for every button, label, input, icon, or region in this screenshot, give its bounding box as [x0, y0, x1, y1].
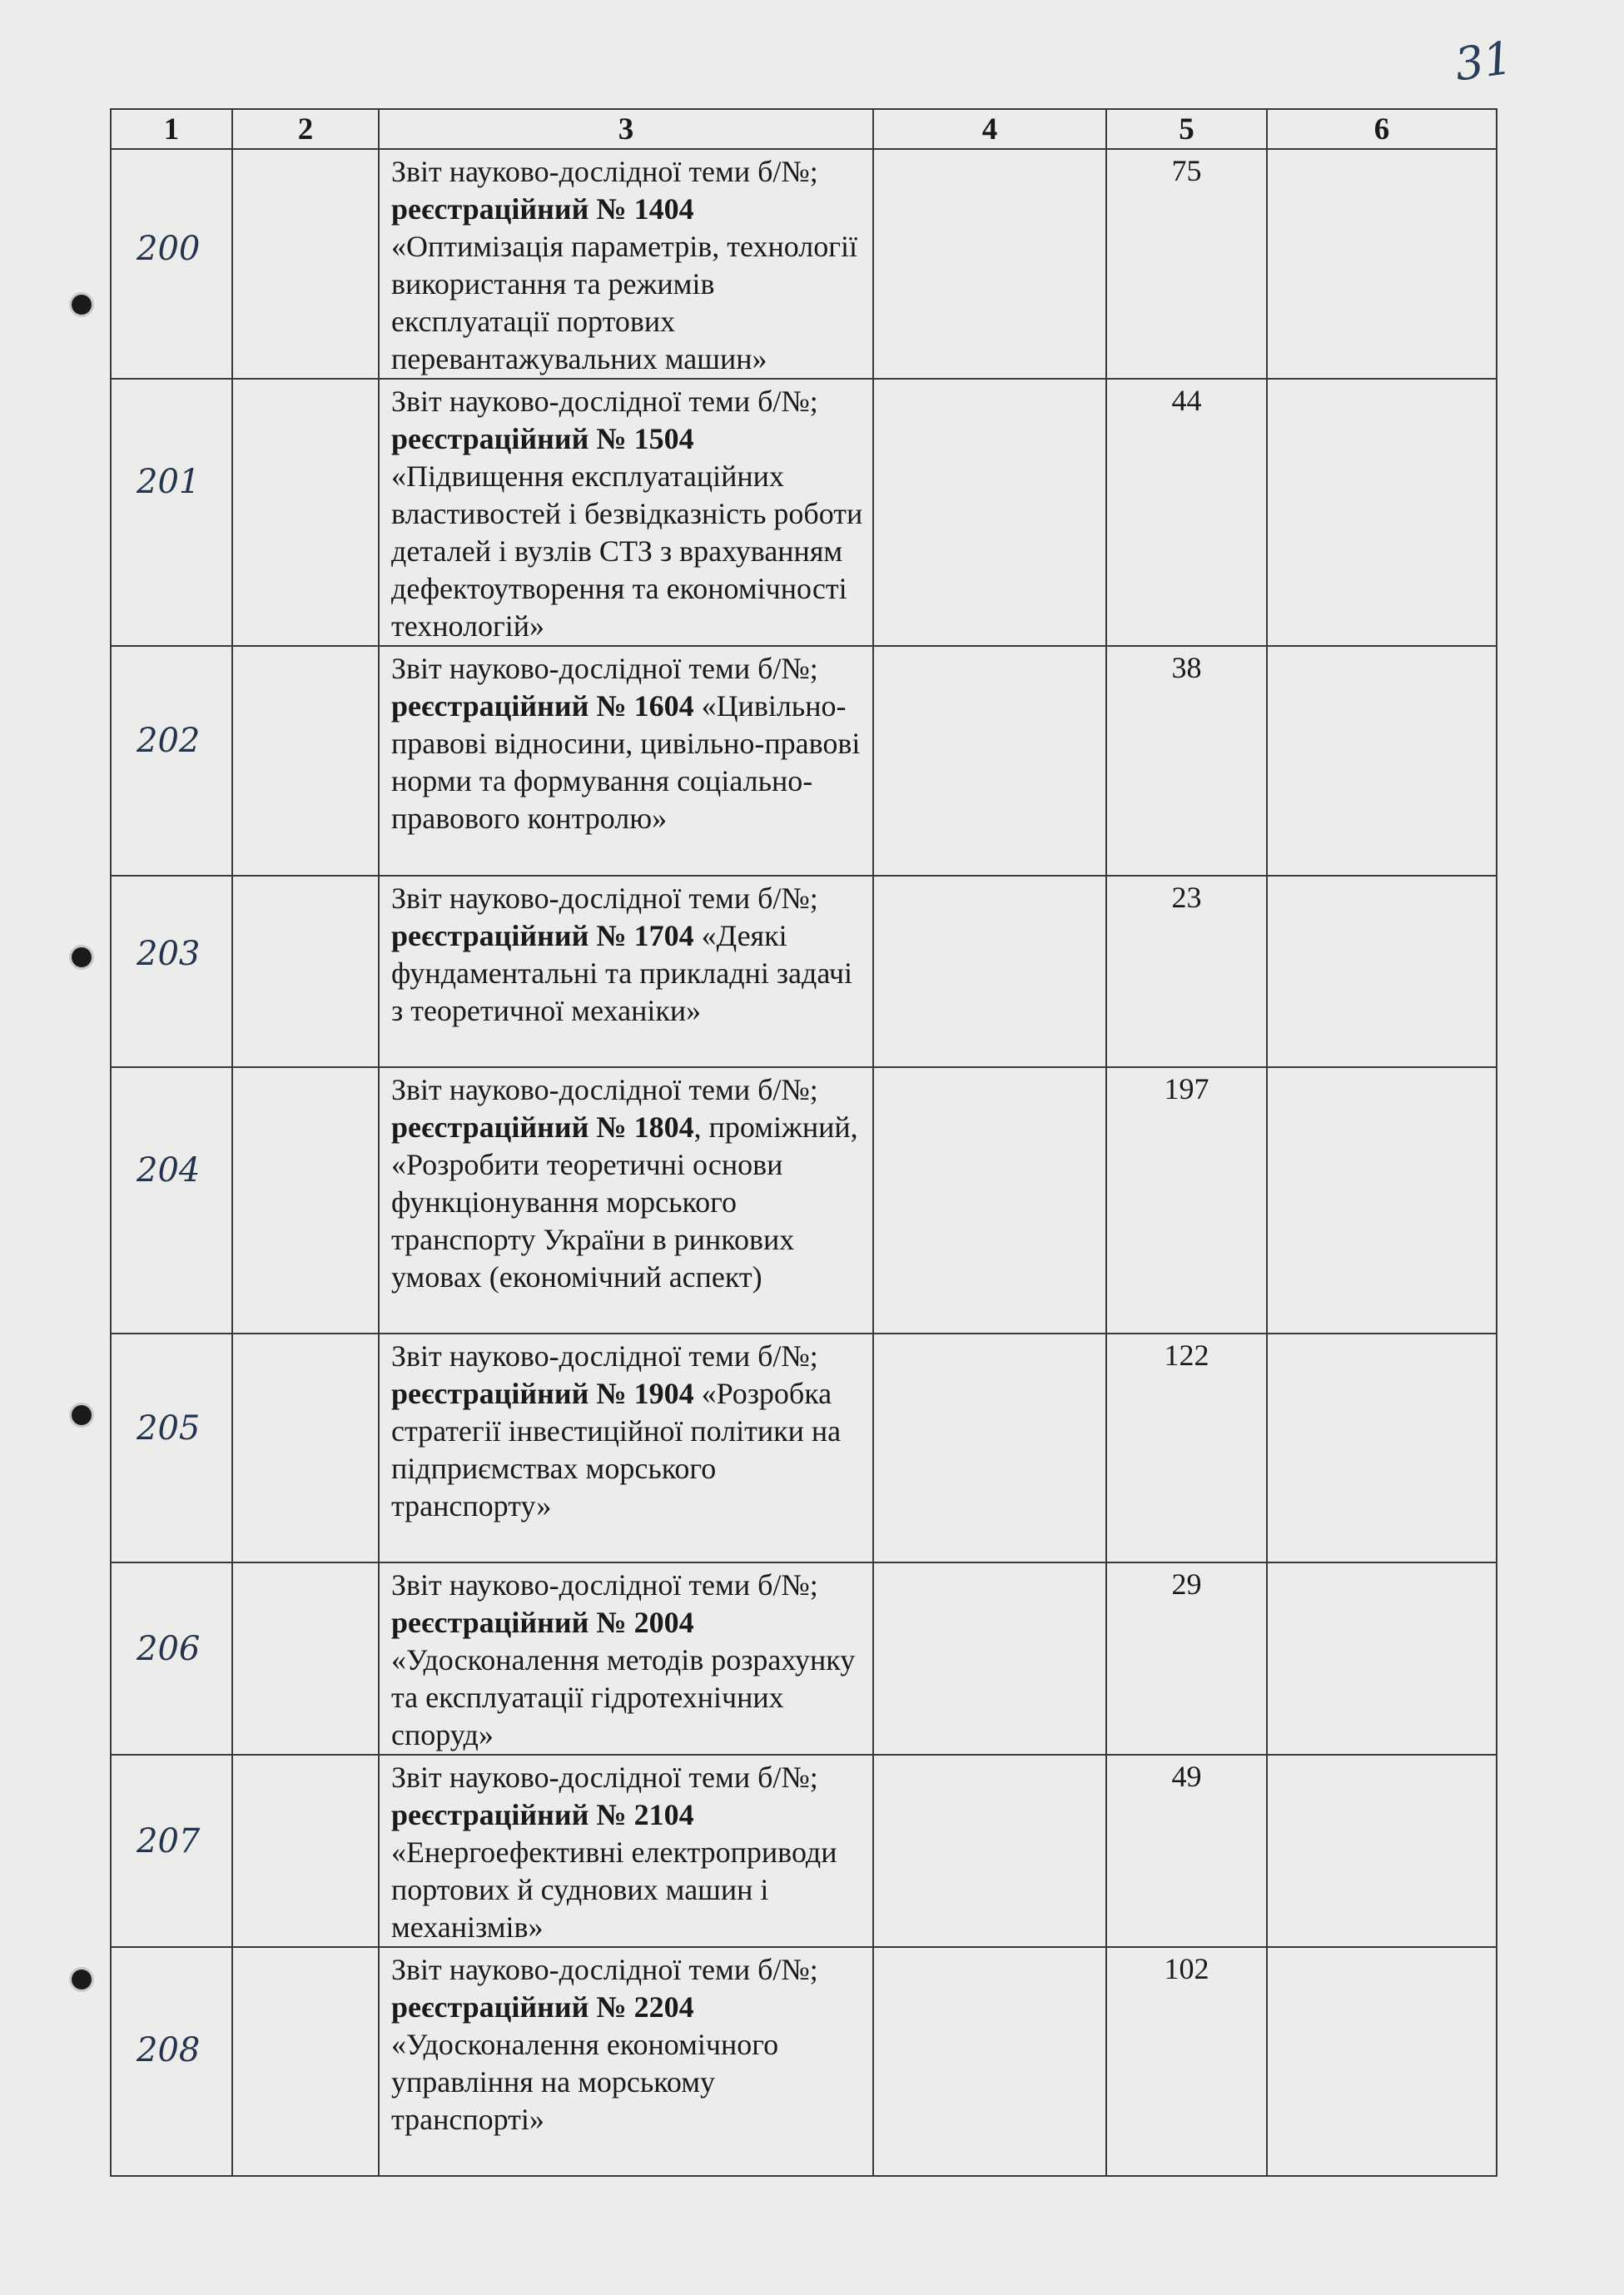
pages-cell: 23 [1106, 876, 1267, 1067]
sequence-number: 202 [137, 722, 201, 760]
sequence-number: 200 [137, 230, 201, 268]
column-header: 1 [111, 109, 232, 149]
title-cell: Звіт науково-дослідної теми б/№; реєстраційний № 1804, проміжний, «Розробити теоретичні основи функціонування морського транспорту України в ринкових умовах (економічний аспект) [379, 1067, 873, 1334]
pages-cell: 49 [1106, 1755, 1267, 1947]
column-header: 5 [1106, 109, 1267, 149]
pages-cell: 38 [1106, 646, 1267, 876]
punch-hole [72, 947, 92, 967]
table-row [111, 1562, 1497, 1755]
header-row [111, 109, 1497, 149]
sequence-number: 203 [137, 935, 201, 973]
sequence-number: 205 [137, 1409, 201, 1448]
table-row [111, 379, 1497, 646]
table-row [111, 1947, 1497, 2176]
inventory-table [110, 108, 1497, 2177]
punch-hole [72, 1405, 92, 1425]
table-row [111, 1755, 1497, 1947]
page-number: 31 [1451, 31, 1516, 92]
table-row [111, 1067, 1497, 1334]
table-row [111, 646, 1497, 876]
title-cell: Звіт науково-дослідної теми б/№; реєстраційний № 2204 «Удосконалення економічного управління на морському транспорті» [379, 1947, 873, 2176]
table-row [111, 149, 1497, 379]
column-header: 4 [873, 109, 1106, 149]
sequence-number: 207 [137, 1822, 201, 1860]
pages-cell: 29 [1106, 1562, 1267, 1755]
sequence-number: 201 [137, 463, 201, 501]
title-cell: Звіт науково-дослідної теми б/№; реєстраційний № 1504 «Підвищення експлуатаційних властивостей і безвідказність роботи деталей і вузлів СТЗ з врахуванням дефектоутворення та економічності технологій» [379, 379, 873, 646]
pages-cell: 197 [1106, 1067, 1267, 1334]
pages-cell: 75 [1106, 149, 1267, 379]
pages-cell: 102 [1106, 1947, 1267, 2176]
sequence-number: 206 [137, 1630, 201, 1668]
sequence-number: 204 [137, 1151, 201, 1190]
column-header: 6 [1267, 109, 1497, 149]
table-row [111, 876, 1497, 1067]
pages-cell: 44 [1106, 379, 1267, 646]
title-cell: Звіт науково-дослідної теми б/№; реєстраційний № 2104 «Енергоефективні електроприводи портових й суднових машин і механізмів» [379, 1755, 873, 1947]
table-row [111, 1334, 1497, 1562]
punch-hole [72, 295, 92, 315]
title-cell: Звіт науково-дослідної теми б/№; реєстраційний № 1404 «Оптимізація параметрів, технології використання та режимів експлуатації портових перевантажувальних машин» [379, 149, 873, 379]
punch-hole [72, 1970, 92, 1989]
title-cell: Звіт науково-дослідної теми б/№; реєстраційний № 1604 «Цивільно-правові відносини, цивільно-правові норми та формування соціально-правового контролю» [379, 646, 873, 876]
title-cell: Звіт науково-дослідної теми б/№; реєстраційний № 1904 «Розробка стратегії інвестиційної політики на підприємствах морського транспорту» [379, 1334, 873, 1562]
pages-cell: 122 [1106, 1334, 1267, 1562]
title-cell: Звіт науково-дослідної теми б/№; реєстраційний № 1704 «Деякі фундаментальні та прикладні задачі з теоретичної механіки» [379, 876, 873, 1067]
title-cell: Звіт науково-дослідної теми б/№; реєстраційний № 2004 «Удосконалення методів розрахунку та експлуатації гідротехнічних споруд» [379, 1562, 873, 1755]
sequence-number: 208 [137, 2031, 201, 2069]
column-header: 3 [379, 109, 873, 149]
column-header: 2 [232, 109, 379, 149]
